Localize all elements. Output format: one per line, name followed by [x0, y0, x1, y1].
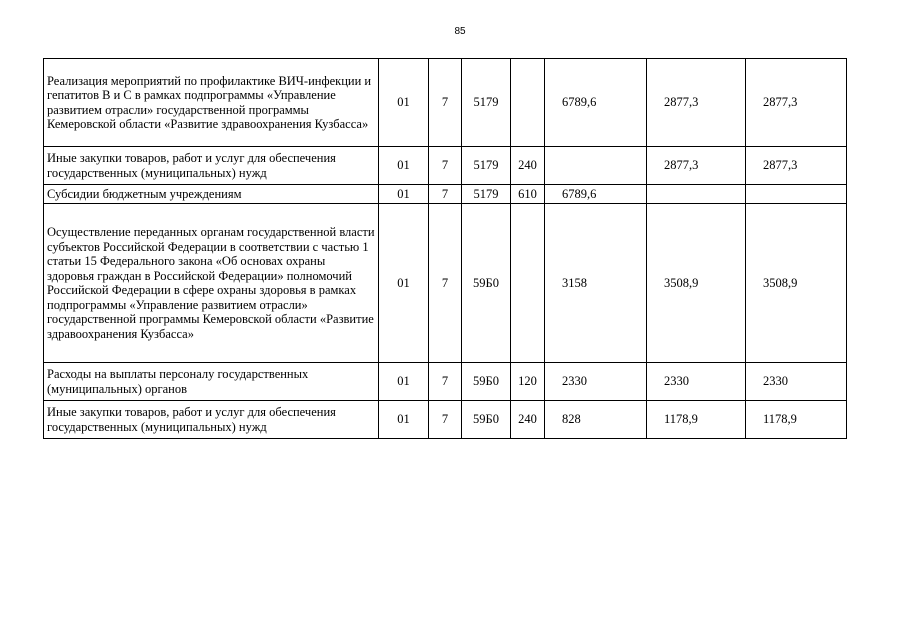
amount-year-3	[746, 185, 847, 204]
subsection-code: 7	[429, 363, 462, 401]
table-row	[44, 147, 847, 185]
subsection-code: 7	[429, 147, 462, 185]
amount-year-2	[647, 185, 746, 204]
expense-type-code: 610	[511, 185, 545, 204]
expense-type-code: 120	[511, 363, 545, 401]
amount-year-1: 3158	[545, 204, 647, 363]
target-code: 59Б0	[462, 401, 511, 439]
expense-type-code: 240	[511, 401, 545, 439]
table-row	[44, 185, 847, 204]
amount-year-1: 2330	[545, 363, 647, 401]
row-description: Субсидии бюджетным учреждениям	[44, 185, 379, 204]
table-row	[44, 401, 847, 439]
section-code: 01	[379, 363, 429, 401]
amount-year-2: 3508,9	[647, 204, 746, 363]
amount-year-3: 1178,9	[746, 401, 847, 439]
section-code: 01	[379, 401, 429, 439]
amount-year-3: 2330	[746, 363, 847, 401]
amount-year-1: 6789,6	[545, 185, 647, 204]
expense-type-code	[511, 204, 545, 363]
amount-year-2: 2877,3	[647, 59, 746, 147]
amount-year-2: 2330	[647, 363, 746, 401]
amount-year-1: 6789,6	[545, 59, 647, 147]
section-code: 01	[379, 59, 429, 147]
amount-year-3: 2877,3	[746, 59, 847, 147]
amount-year-1	[545, 147, 647, 185]
target-code: 5179	[462, 185, 511, 204]
row-description: Осуществление переданных органам государственной власти субъектов Российской Федерации в соответствии с частью 1 статьи 15 Федерального закона «Об основах охраны здоровья граждан в Российской Федерации» полномочий Российской Федерации в сфере охраны здоровья в рамках подпрограммы «Управление развитием отрасли» государственной программы Кемеровской области «Развитие здравоохранения Кузбасса»	[44, 204, 379, 363]
expense-type-code	[511, 59, 545, 147]
table-row	[44, 59, 847, 147]
page-number: 85	[454, 26, 466, 37]
subsection-code: 7	[429, 185, 462, 204]
subsection-code: 7	[429, 204, 462, 363]
amount-year-2: 2877,3	[647, 147, 746, 185]
amount-year-3: 3508,9	[746, 204, 847, 363]
table-row	[44, 204, 847, 363]
amount-year-2: 1178,9	[647, 401, 746, 439]
section-code: 01	[379, 204, 429, 363]
row-description: Расходы на выплаты персоналу государственных (муниципальных) органов	[44, 363, 379, 401]
target-code: 59Б0	[462, 363, 511, 401]
expense-type-code: 240	[511, 147, 545, 185]
row-description: Иные закупки товаров, работ и услуг для обеспечения государственных (муниципальных) нужд	[44, 147, 379, 185]
subsection-code: 7	[429, 59, 462, 147]
amount-year-3: 2877,3	[746, 147, 847, 185]
amount-year-1: 828	[545, 401, 647, 439]
target-code: 5179	[462, 59, 511, 147]
row-description: Реализация мероприятий по профилактике ВИЧ-инфекции и гепатитов В и С в рамках подпрограммы «Управление развитием отрасли» государственной программы Кемеровской области «Развитие здравоохранения Кузбасса»	[44, 59, 379, 147]
section-code: 01	[379, 147, 429, 185]
target-code: 59Б0	[462, 204, 511, 363]
subsection-code: 7	[429, 401, 462, 439]
budget-table	[43, 58, 847, 439]
section-code: 01	[379, 185, 429, 204]
table-row	[44, 363, 847, 401]
target-code: 5179	[462, 147, 511, 185]
row-description: Иные закупки товаров, работ и услуг для обеспечения государственных (муниципальных) нужд	[44, 401, 379, 439]
